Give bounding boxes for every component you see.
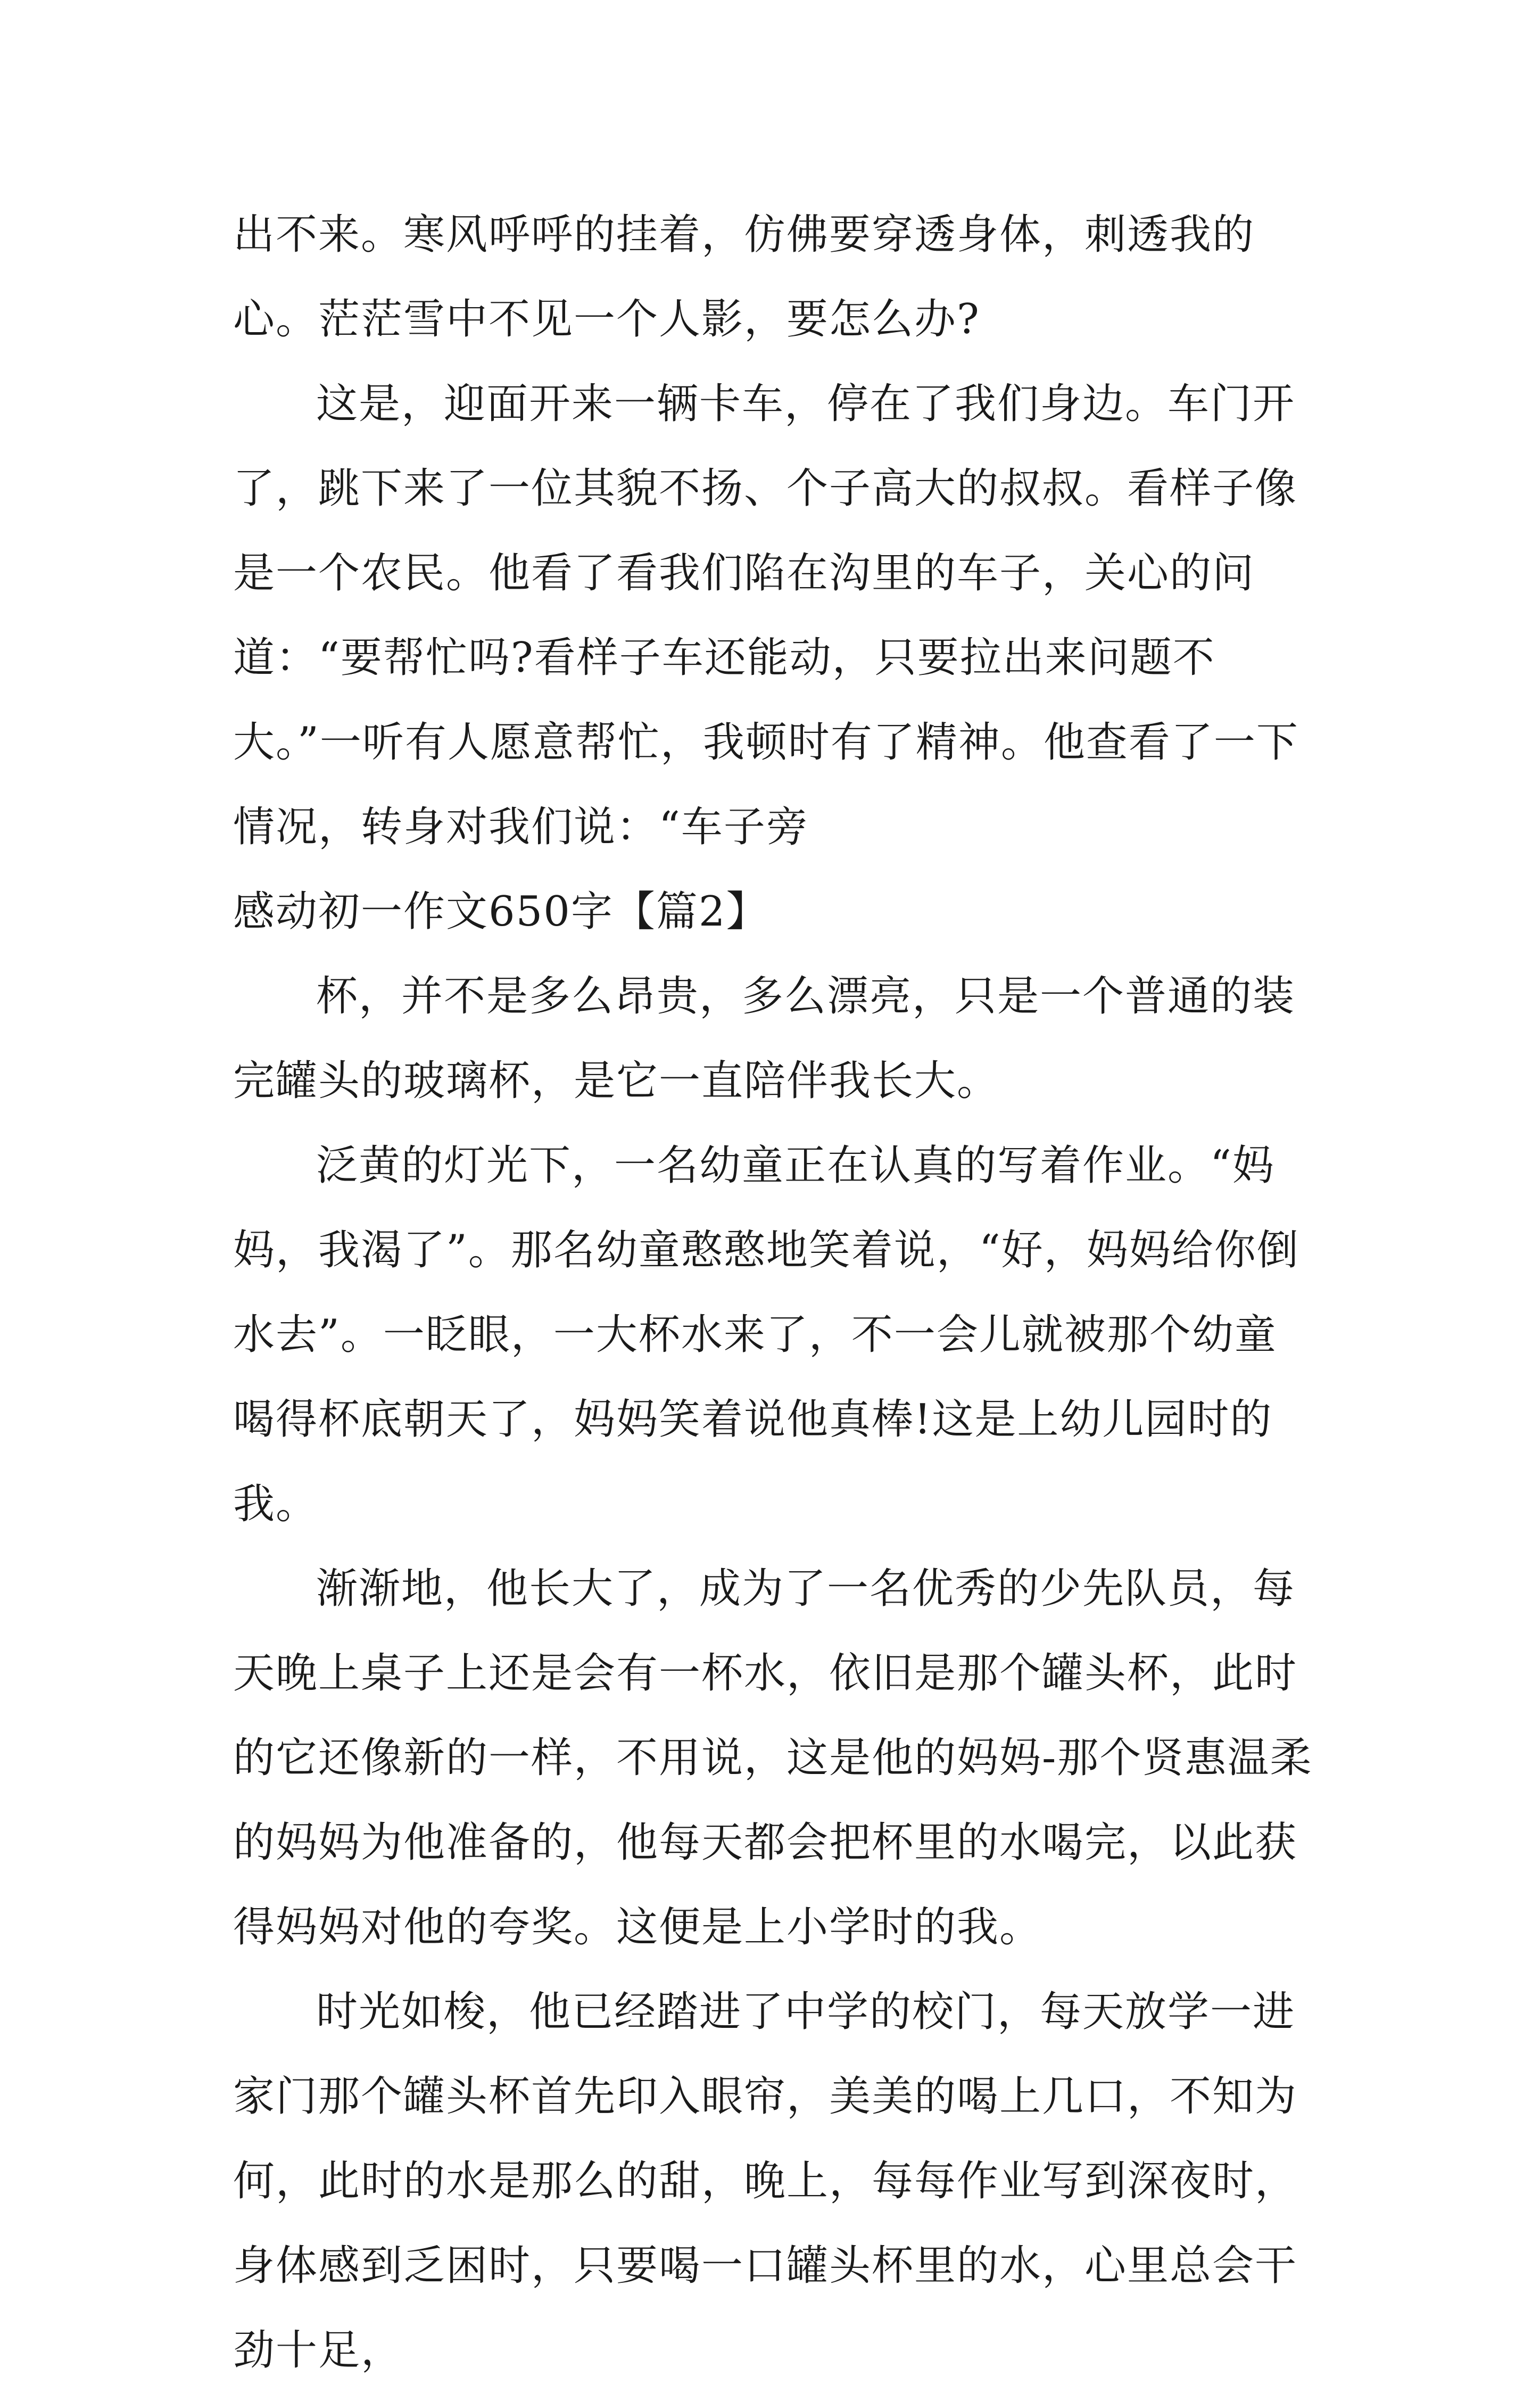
paragraph-kindergarten: 泛黄的灯光下，一名幼童正在认真的写着作业。“妈妈，我渴了”。那名幼童憨憨地笑着说，“好，妈妈给你倒水去”。一眨眼，一大杯水来了，不一会儿就被那个幼童喝得杯底朝天了，妈妈笑着说他真棒!这是上幼儿园时的我。 — [233, 1142, 1299, 1528]
article-body — [233, 193, 1319, 2393]
paragraph-primary-school: 渐渐地，他长大了，成为了一名优秀的少先队员，每天晚上桌子上还是会有一杯水，依旧是那个罐头杯，此时的它还像新的一样，不用说，这是他的妈妈-那个贤惠温柔的妈妈为他准备的，他每天都会把杯里的水喝完，以此获得妈妈对他的夸奖。这便是上小学时的我。 — [233, 1565, 1313, 1951]
paragraph-truck-arrives: 这是，迎面开来一辆卡车，停在了我们身边。车门开了，跳下来了一位其貌不扬、个子高大的叔叔。看样子像是一个农民。他看了看我们陷在沟里的车子，关心的问道：“要帮忙吗?看样子车还能动，只要拉出来问题不大。”一听有人愿意帮忙，我顿时有了精神。他查看了一下情况，转身对我们说：“车子旁 — [233, 380, 1299, 851]
section-heading: 感动初一作文650字【篇2】 — [233, 888, 769, 936]
paragraph-middle-school: 时光如梭，他已经踏进了中学的校门，每天放学一进家门那个罐头杯首先印入眼帘，美美的喝上几口，不知为何，此时的水是那么的甜，晚上，每每作业写到深夜时，身体感到乏困时，只要喝一口罐头杯里的水，心里总会干劲十足， — [233, 1988, 1298, 2374]
paragraph-cup-intro: 杯，并不是多么昂贵，多么漂亮，只是一个普通的装完罐头的玻璃杯，是它一直陪伴我长大。 — [233, 972, 1296, 1105]
paragraph-continuation: 出不来。寒风呼呼的挂着，仿佛要穿透身体，刺透我的心。茫茫雪中不见一个人影，要怎么办? — [233, 211, 1255, 343]
